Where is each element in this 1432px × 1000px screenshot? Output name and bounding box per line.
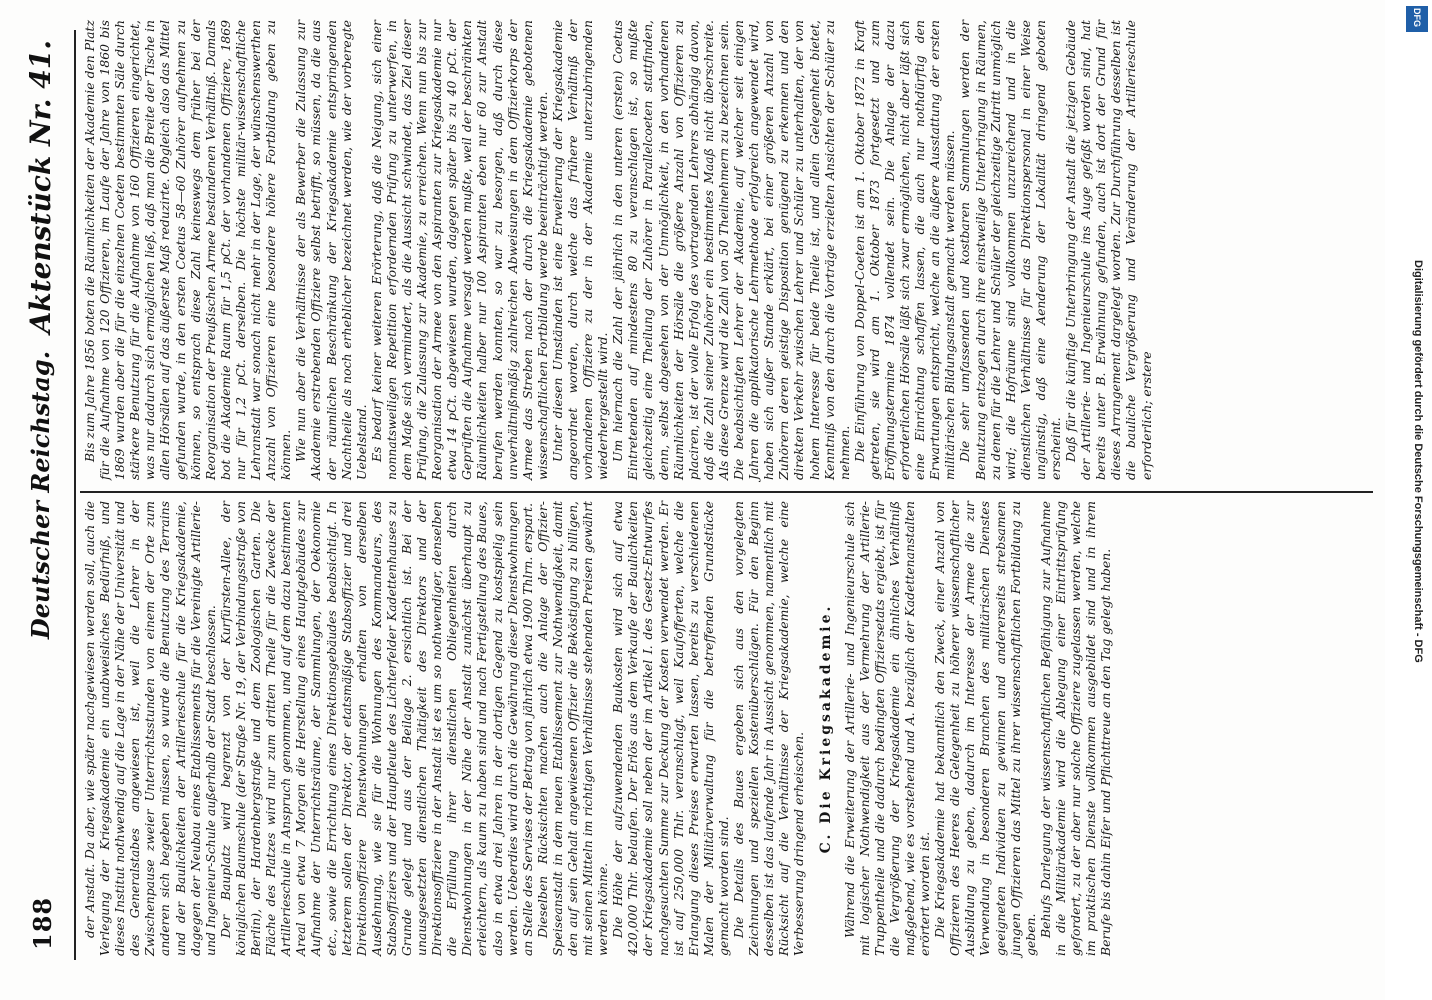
paragraph: Die Kriegsakademie hat bekanntlich den Zweck, einer Anzahl von Offizieren des Heeres die Gelegenheit zu höherer wissenschaftlicher Ausbildung zu geben, dadurch im Interesse der Armee die zur Verwendung in besonderen Branchen des militärischen Dienstes geeigneten Individuen zu gewinnen und andererseits strebsamen jungen Offizieren das Mittel zu ihrer wissenschaftlichen Fortbildung zu geben. — [932, 501, 1038, 956]
paragraph: Um hiernach die Zahl der jährlich in den unteren (ersten) Coetus Eintretenden auf mindestens 80 zu veranschlagen ist, so mußte gleichzeitig eine Theilung der Zuhörer in Parallelcoeten stattfinden, denn, selbst abgesehen von der Unmöglichkeit, in den vorhandenen Räumlichkeiten der Hörsäle die größere Anzahl von Offizieren zu placiren, ist der volle Erfolg des vortragenden Lehrers abhängig davon, daß die Zahl seiner Zuhörer ein bestimmtes Maaß nicht überschreite. Als diese Grenze wird die Zahl von 50 Theilnehmern zu bezeichnen sein. Die beabsichtigten Lehrer der Akademie, auf welcher seit einigen Jahren die applikatorische Lehrmethode erfolgreich angewendet wird, haben sich außer Stande erklärt, bei einer größeren Anzahl von Zuhörern deren geistige Disposition genügend zu erkennen und den direkten Verkehr zwischen Lehrer und Schüler zu unterhalten, der von hohem Interesse für beide Theile ist, und allein Gelegenheit bietet, Kenntniß von den durch die Vorträge erzielten Ansichten der Schüler zu nehmen. — [610, 20, 852, 480]
paragraph: der Anstalt. Da aber, wie später nachgewiesen werden soll, auch die Verlegung der Kriegsakademie ein unabweisliches Bedürfniß, und dieses Institut nothwendig auf die Lage in der Nähe der Universität und des Generalstabes angewiesen ist, weil die Lehrer in der Zwischenpause zweier Unterrichtsstunden von einem der Orte zum anderen sich begeben müssen, so wurde die Benutzung des Terrains und der Baulichkeiten der Artillerieschule für die Kriegsakademie, dagegen der Neubau eines Etablissements für die Vereinigte Artillerie- und Ingenieur-Schule außerhalb der Stadt beschlossen. — [82, 501, 218, 956]
paragraph: Bis zum Jahre 1856 boten die Räumlichkeiten der Akademie den Platz für die Aufnahme von 120 Offizieren, im Laufe der Jahre von 1860 bis 1869 wurden aber die für die einzelnen Coeten bestimmten Säle durch stärkere Benutzung für die Aufnahme von 160 Offizieren eingerichtet, was nur dadurch sich ermöglichen ließ, daß man die Breite der Tische in allen Hörsälen auf das äußerste Maß reduzirte. Obgleich also das Mittel gefunden wurde, in den ersten Coetus 58—60 Zuhörer aufnehmen zu können, so entsprach diese Zahl keineswegs dem früher bei der Reorganisation der Preußischen Armee bestandenen Verhältniß. Damals bot die Akademie Raum für 1,5 pCt. der vorhandenen Offiziere, 1869 nur für 1,2 pCt. derselben. Die höchste militär-wissenschaftliche Lehranstalt war sonach nicht mehr in der Lage, der wünschenswerthen Anzahl von Offizieren eine besondere höhere Fortbildung geben zu können. — [82, 20, 294, 480]
paragraph: Dieselben Rücksichten machen auch die Anlage der Offizier-Speiseanstalt in dem neuen Etablissement zur Nothwendigkeit, damit den auf sein Gehalt angewiesenen Offizier die Beköstigung zu billigen, mit seinen Mitteln im richtigen Verhältnisse stehenden Preisen gewährt werden könne. — [534, 501, 611, 956]
paragraph: Unter diesen Umständen ist eine Erweiterung der Kriegsakademie angeordnet worden, durch welche das frühere Verhältniß der vorhandenen Offiziere zu der in der Akademie unterzubringenden wiederhergestellt wird. — [549, 20, 611, 480]
paragraph: Der Bauplatz wird begrenzt von der Kurfürsten-Allee, der königlichen Baumschule (der Straße Nr. 19, der Verbindungsstraße von Berlin), der Hardenbergstraße und dem Zoologischen Garten. Die Fläche des Platzes wird nur zum dritten Theile für die Zwecke der Artillerieschule in Anspruch genommen, und auf dem dazu bestimmten Areal von etwa 7 Morgen die Herstellung eines Hauptgebäudes zur Aufnahme der Unterrichtsräume, der Sammlungen, der Oekonomie etc., sowie die Errichtung eines Direktionsgebäudes beabsichtigt. In letzterem sollen der Direktor, der etatsmäßige Stabsoffizier und drei Direktionsoffiziere Dienstwohnungen erhalten von derselben Ausdehnung, wie sie für die Wohnungen des Kommandeurs, des Stabsoffiziers und der Hauptleute des Lichterfelder Kadettenhauses zu Grunde gelegt und aus der Beilage 2. ersichtlich ist. Bei der unausgesetzten dienstlichen Thätigkeit des Direktors und der Direktionsoffiziere in der Anstalt ist es um so nothwendiger, denselben die Erfüllung ihrer dienstlichen Obliegenheiten durch Dienstwohnungen in der Nähe der Anstalt zunächst überhaupt zu erleichtern, als kaum zu haben sind und nach Fertigstellung des Baues, also in etwa drei Jahren in der dortigen Gegend zu kostspielig sein werden. Ueberdies wird durch die Gewährung dieser Dienstwohnungen an Stelle des Servises der Betrag von jährlich etwa 1900 Thlrn. erspart. — [217, 501, 535, 956]
paragraph: Die Höhe der aufzuwendenden Baukosten wird sich auf etwa 420,000 Thlr. belaufen. Der Erlös aus dem Verkaufe der Baulichkeiten der Kriegsakademie soll neben der im Artikel I. des Gesetz-Entwurfes nachgesuchten Summe zur Deckung der Kosten verwendet werden. Er ist auf 250,000 Thlr. veranschlagt, weil Kaufofferten, welche die Erlangung dieses Preises erwarten lassen, bereits zu verschiedenen Malen der Militärverwaltung für die betreffenden Grundstücke gemacht worden sind. — [610, 501, 731, 956]
paragraph: Während die Erweiterung der Artillerie- und Ingenieurschule sich mit logischer Nothwendigkeit aus der Vermehrung der Artillerie-Truppentheile und die dadurch bedingten Offiziersetats ergiebt, ist für die Vergrößerung der Kriegsakademie ein ähnliches Verhältniß maßgebend, wie es vorstehend und A. bezüglich der Kadettenanstalten erörtert worden ist. — [841, 501, 933, 956]
funding-note-text: Digitalisierung gefördert durch die Deutsche Forschungsgemeinschaft - DFG — [1412, 260, 1424, 663]
paragraph: Wie nun aber die Verhältnisse der als Bewerber die Zulassung zur Akademie erstrebenden Offiziere selbst betrifft, so müssen, da die aus der räumlichen Beschränkung der Kriegsakademie entspringenden Nachtheile als noch erheblicher bezeichnet werden, wie der vorberegte Uebelstand. — [293, 20, 369, 480]
paragraph: Die Einführung von Doppel-Coeten ist am 1. Oktober 1872 in Kraft getreten, sie wird am 1. Oktober 1873 fortgesetzt und zum Eröffnungstermine 1874 vollendet sein. Die Anlage der dazu erforderlichen Hörsäle läßt sich zwar ermöglichen, nicht aber läßt sich eine Einrichtung schaffen lassen, die auch nur nothdürftig den Erwartungen entspricht, welche an die äußere Ausstattung der ersten militärischen Bildungsanstalt gemacht werden müssen. — [851, 20, 958, 480]
right-column — [82, 20, 1154, 480]
paragraph: Daß für die künftige Unterbringung der Anstalt die jetzigen Gebäude der Artillerie- und Ingenieurschule ins Auge gefaßt worden sind, hat bereits unter B. Erwähnung gefunden, auch ist dort der Grund für dieses Arrangement dargelegt worden. Zur Durchführung desselben ist die bauliche Vergrößerung und Veränderung der Artillerieschule erforderlich; erstere — [1063, 20, 1154, 480]
section-heading: C. Die Kriegsakademie. — [817, 603, 834, 854]
paragraph: Es bedarf keiner weiteren Erörterung, daß die Neigung, sich einer nonnatsweiligen Repetition erfordernden Prüfung zu unterwerfen, in dem Maße sich vermindert, als die Aussicht schwindet, das Ziel dieser Prüfung, die Zulassung zur Akademie, zu erreichen. Wenn nun bis zur Reorganisation der Armee von den Aspiranten zur Kriegsakademie nur etwa 14 pCt. abgewiesen wurden, dagegen später bis zu 40 pCt. der Geprüften die Aufnahme versagt werden mußte, weil der beschränkten Räumlichkeiten halber nur 100 Aspiranten eben nur 60 zur Anstalt berufen werden konnten, so war zu besorgen, daß durch diese unverhältnißmäßig zahlreichen Abweisungen in dem Offizierkorps der Armee das Streben nach der durch die Kriegsakademie gebotenen wissenschaftlichen Fortbildung werde beeinträchtigt werden. — [368, 20, 550, 480]
page-header — [22, 30, 66, 960]
document-label: Aktenstück Nr. 41. — [24, 40, 57, 334]
paragraph: Behufs Darlegung der wissenschaftlichen Befähigung zur Aufnahme in die Militärakademie wird die Ablegung einer Eintrittsprüfung gefordert, zu der aber nur solche Offiziere zugelassen werden, welche im praktischen Dienste vollkommen ausgebildet sind und in ihrem Berufe bis dahin Eifer und Pflichttreue an den Tag gelegt haben. — [1037, 501, 1114, 956]
left-column — [82, 501, 1113, 956]
column-divider — [80, 491, 1373, 493]
paragraph: Die sehr umfassenden und kostbaren Sammlungen werden der Benutzung entzogen durch ihre einstweilige Unterbringung in Räumen, zu denen für die Lehrer und Schüler der gleichzeitige Zutritt unmöglich wird; die Hofräume sind vollkommen unzureichend und in die dienstlichen Verhältnisse für das Direktionspersonal in einer Weise ungünstig, daß eine Aenderung der Lokalität dringend geboten erscheint. — [957, 20, 1063, 480]
header-rule — [74, 30, 76, 960]
page-number: 188 — [28, 896, 57, 950]
dfg-logo: DFG — [1406, 6, 1428, 32]
paragraph: Die Details des Baues ergeben sich aus den vorgelegten Zeichnungen und speziellen Kostenüberschlägen. Für den Beginn desselben ist das laufende Jahr in Aussicht genommen, namentlich mit Rücksicht auf die Verhältnisse der Kriegsakademie, welche eine Verbesserung dringend erheischen. — [731, 501, 807, 956]
publication-title: Deutscher Reichstag. — [26, 350, 55, 640]
funding-margin-note — [1406, 260, 1428, 750]
